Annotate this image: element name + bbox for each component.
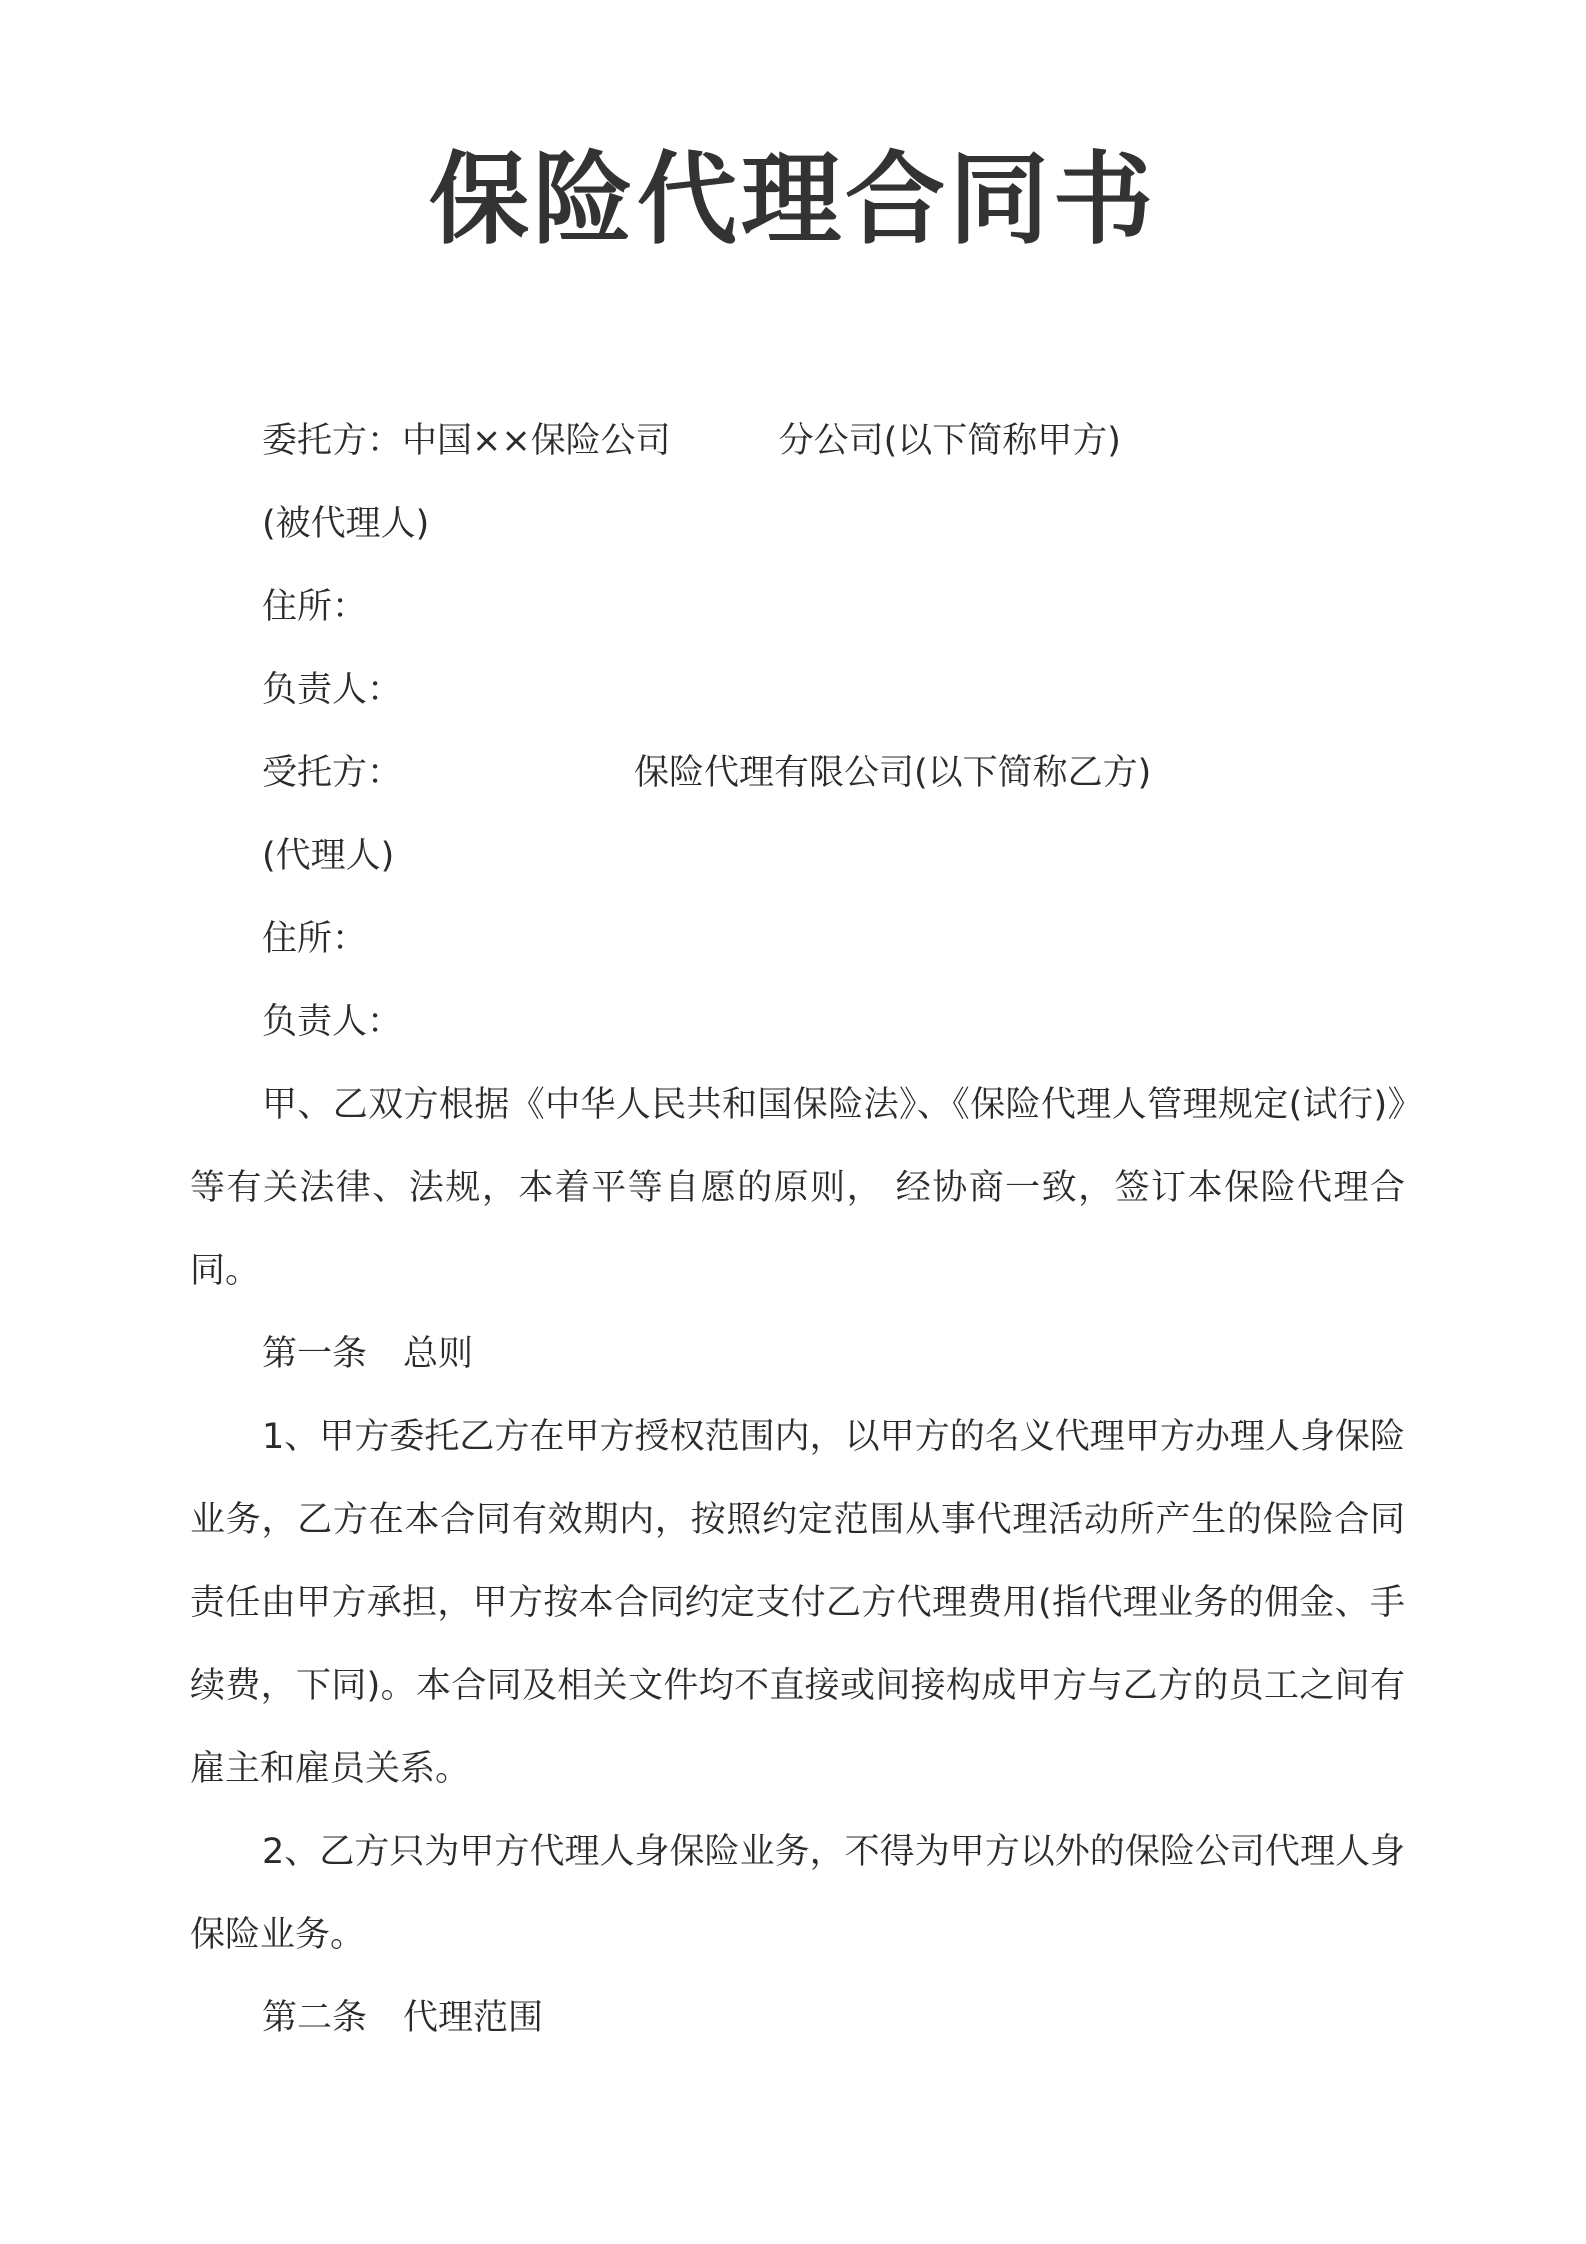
party-a-branch: 分公司(以下简称甲方) [778,421,1121,461]
article-1-clause-2: 2、乙方只为甲方代理人身保险业务，不得为甲方以外的保险公司代理人身保险业务。 [190,1832,1405,1955]
article-1-title: 总则 [403,1334,474,1374]
party-a-label: 委托方：中国××保险公司 [262,421,671,461]
article-1-number: 第一条 [262,1334,368,1374]
article-2-heading [190,1977,1405,2060]
party-a-role: (被代理人) [262,504,430,544]
document-body [190,400,1405,2060]
party-b-line [190,732,1405,815]
article-1-clause-1: 1、甲方委托乙方在甲方授权范围内，以甲方的名义代理甲方办理人身保险业务，乙方在本合同有效期内，按照约定范围从事代理活动所产生的保险合同责任由甲方承担，甲方按本合同约定支付乙方代理费用(指代理业务的佣金、手续费，下同)。本合同及相关文件均不直接或间接构成甲方与乙方的员工之间有雇主和雇员关系。 [190,1417,1405,1789]
preamble-paragraph: 甲、乙双方根据《中华人民共和国保险法》、《保险代理人管理规定(试行)》等有关法律、法规，本着平等自愿的原则， 经协商一致，签订本保险代理合同。 [190,1085,1405,1291]
party-a-line [190,400,1405,483]
party-b-address-label: 住所： [262,919,368,959]
party-b-label: 受托方： [262,753,403,793]
party-a-address-label: 住所： [262,587,368,627]
party-b-person-label: 负责人： [262,1002,403,1042]
article-2-number: 第二条 [262,1998,368,2038]
article-1-heading [190,1313,1405,1396]
party-b-company: 保险代理有限公司(以下简称乙方) [634,753,1152,793]
document-title: 保险代理合同书 [429,141,1157,258]
party-b-role: (代理人) [262,836,395,876]
article-2-title: 代理范围 [403,1998,544,2038]
party-a-person-label: 负责人： [262,670,403,710]
